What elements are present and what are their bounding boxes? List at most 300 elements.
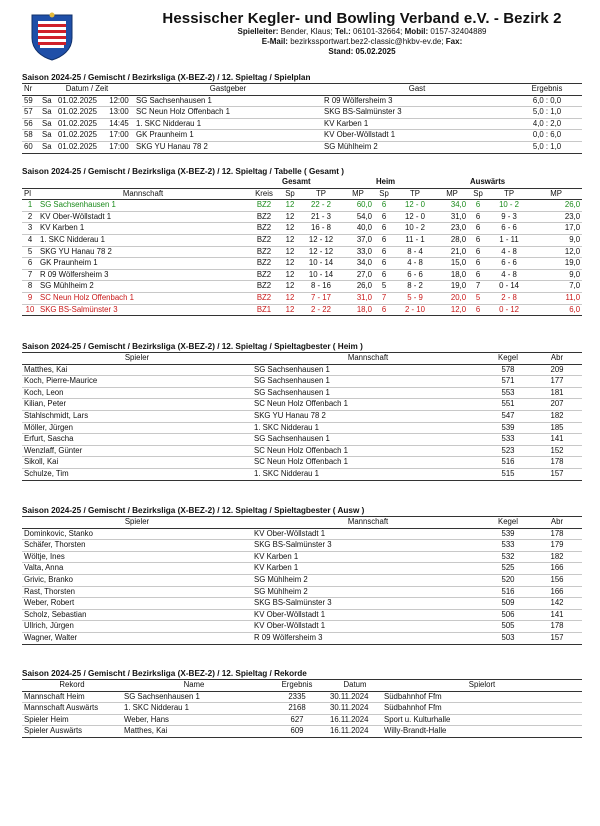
cell-datum: 01.02.2025 bbox=[56, 95, 104, 107]
cell-kreis: BZ2 bbox=[248, 234, 280, 246]
tel-label: Tel.: bbox=[334, 27, 351, 36]
tel-value: 06101-32664; bbox=[353, 27, 403, 36]
spielleiter-name: Bender, Klaus; bbox=[280, 27, 333, 36]
cell-ausw-sp: 6 bbox=[468, 200, 488, 212]
spielplan-rows bbox=[22, 95, 582, 153]
cell-mannschaft: SC Neun Holz Offenbach 1 bbox=[252, 399, 484, 411]
col-header-kegel: Kegel bbox=[484, 353, 532, 365]
cell-tp: 12 - 12 bbox=[300, 246, 342, 258]
cell-abr: 207 bbox=[532, 399, 582, 411]
cell-mp: 60,0 bbox=[342, 200, 374, 212]
cell-abr: 141 bbox=[532, 609, 582, 621]
cell-spieler: Dominkovic, Stanko bbox=[22, 528, 252, 540]
cell-ausw-sp: 6 bbox=[468, 304, 488, 316]
cell-tag: Sa bbox=[40, 95, 56, 107]
col-header-spieler: Spieler bbox=[22, 353, 252, 365]
cell-tag: Sa bbox=[40, 107, 56, 119]
cell-mannschaft: KV Ober-Wöllstadt 1 bbox=[252, 621, 484, 633]
cell-spieler: Erfurt, Sascha bbox=[22, 434, 252, 446]
cell-mannschaft: SG Sachsenhausen 1 bbox=[252, 364, 484, 376]
cell-kegel: 551 bbox=[484, 399, 532, 411]
cell-mp: 34,0 bbox=[342, 258, 374, 270]
cell-ausw-sp: 7 bbox=[468, 281, 488, 293]
cell-gast: KV Ober-Wöllstadt 1 bbox=[322, 130, 512, 142]
cell-spieler: Wenzlaff, Günter bbox=[22, 445, 252, 457]
cell-ausw-mp: 7,0 bbox=[530, 281, 582, 293]
cell-gast: SKG BS-Salmünster 3 bbox=[322, 107, 512, 119]
cell-datum: 30.11.2024 bbox=[328, 703, 382, 715]
cell-nr: 60 bbox=[22, 141, 40, 153]
cell-kegel: 532 bbox=[484, 551, 532, 563]
cell-abr: 166 bbox=[532, 563, 582, 575]
cell-heim-tp: 4 - 8 bbox=[394, 258, 436, 270]
cell-ausw-sp: 6 bbox=[468, 246, 488, 258]
cell-heim-sp: 6 bbox=[374, 246, 394, 258]
cell-kreis: BZ2 bbox=[248, 223, 280, 235]
table-row bbox=[22, 434, 582, 446]
group-header-auswaerts: Auswärts bbox=[470, 177, 506, 186]
cell-mannschaft: R 09 Wölfersheim 3 bbox=[252, 632, 484, 644]
heim-rows bbox=[22, 364, 582, 480]
header-text bbox=[142, 10, 582, 57]
cell-kegel: 525 bbox=[484, 563, 532, 575]
cell-ausw-sp: 6 bbox=[468, 223, 488, 235]
cell-kegel: 515 bbox=[484, 468, 532, 480]
table-row bbox=[22, 586, 582, 598]
cell-kreis: BZ2 bbox=[248, 246, 280, 258]
cell-abr: 179 bbox=[532, 540, 582, 552]
table-row bbox=[22, 691, 582, 703]
cell-mannschaft: SKG BS-Salmünster 3 bbox=[38, 304, 248, 316]
cell-mp: 40,0 bbox=[342, 223, 374, 235]
cell-ausw-tp: 6 - 6 bbox=[488, 258, 530, 270]
col-header-abr: Abr bbox=[532, 517, 582, 529]
cell-pl: 5 bbox=[22, 246, 38, 258]
cell-kegel: 539 bbox=[484, 422, 532, 434]
col-header-abr: Abr bbox=[532, 353, 582, 365]
cell-heim-sp: 6 bbox=[374, 223, 394, 235]
cell-kegel: 509 bbox=[484, 598, 532, 610]
cell-ergebnis: 2335 bbox=[266, 691, 328, 703]
cell-kegel: 516 bbox=[484, 586, 532, 598]
cell-datum: 16.11.2024 bbox=[328, 714, 382, 726]
cell-kegel: 506 bbox=[484, 609, 532, 621]
group-header-gesamt: Gesamt bbox=[282, 177, 311, 186]
cell-spieler: Schulze, Tim bbox=[22, 468, 252, 480]
cell-sp: 12 bbox=[280, 234, 300, 246]
cell-pl: 7 bbox=[22, 269, 38, 281]
cell-spieler: Kilian, Peter bbox=[22, 399, 252, 411]
cell-kegel: 505 bbox=[484, 621, 532, 633]
cell-mannschaft: SKG BS-Salmünster 3 bbox=[252, 540, 484, 552]
cell-heim-sp: 6 bbox=[374, 269, 394, 281]
cell-tp: 8 - 16 bbox=[300, 281, 342, 293]
cell-datum: 30.11.2024 bbox=[328, 691, 382, 703]
cell-abr: 141 bbox=[532, 434, 582, 446]
cell-spieler: Koch, Leon bbox=[22, 387, 252, 399]
cell-tp: 12 - 12 bbox=[300, 234, 342, 246]
mobil-label: Mobil: bbox=[404, 27, 429, 36]
cell-heim-tp: 8 - 2 bbox=[394, 281, 436, 293]
cell-mp: 27,0 bbox=[342, 269, 374, 281]
table-row bbox=[22, 281, 582, 293]
cell-ergebnis: 2168 bbox=[266, 703, 328, 715]
col-header-gastgeber: Gastgeber bbox=[134, 84, 322, 96]
col-header-pl: Pl bbox=[22, 188, 38, 200]
cell-sp: 12 bbox=[280, 223, 300, 235]
cell-heim-tp: 2 - 10 bbox=[394, 304, 436, 316]
group-header-heim: Heim bbox=[376, 177, 396, 186]
cell-sp: 12 bbox=[280, 211, 300, 223]
contact-line bbox=[142, 27, 582, 37]
cell-abr: 209 bbox=[532, 364, 582, 376]
col-header-ausw-tp: TP bbox=[488, 188, 530, 200]
cell-spieler: Matthes, Kai bbox=[22, 364, 252, 376]
stand-label: Stand: bbox=[328, 47, 354, 56]
cell-datum: 16.11.2024 bbox=[328, 726, 382, 738]
cell-abr: 185 bbox=[532, 422, 582, 434]
table-row bbox=[22, 118, 582, 130]
table-row bbox=[22, 364, 582, 376]
cell-gastgeber: SG Sachsenhausen 1 bbox=[134, 95, 322, 107]
cell-abr: 156 bbox=[532, 574, 582, 586]
document-header bbox=[22, 8, 582, 68]
table-row bbox=[22, 246, 582, 258]
cell-heim-sp: 6 bbox=[374, 258, 394, 270]
col-header-heim-mp: MP bbox=[436, 188, 468, 200]
cell-ausw-sp: 6 bbox=[468, 211, 488, 223]
cell-gastgeber: GK Praunheim 1 bbox=[134, 130, 322, 142]
cell-ergebnis: 609 bbox=[266, 726, 328, 738]
cell-kegel: 520 bbox=[484, 574, 532, 586]
cell-mannschaft: GK Praunheim 1 bbox=[38, 258, 248, 270]
cell-mannschaft: KV Karben 1 bbox=[252, 563, 484, 575]
table-row bbox=[22, 141, 582, 153]
cell-kegel: 533 bbox=[484, 434, 532, 446]
table-row bbox=[22, 399, 582, 411]
ausw-rows bbox=[22, 528, 582, 644]
cell-ausw-tp: 10 - 2 bbox=[488, 200, 530, 212]
table-row bbox=[22, 457, 582, 469]
email-label: E-Mail: bbox=[261, 37, 288, 46]
cell-tp: 10 - 14 bbox=[300, 269, 342, 281]
cell-ausw-tp: 4 - 8 bbox=[488, 269, 530, 281]
cell-gast: R 09 Wölfersheim 3 bbox=[322, 95, 512, 107]
rekorde-rows bbox=[22, 691, 582, 737]
mobil-value: 0157-32404889 bbox=[430, 27, 487, 36]
cell-heim-mp: 34,0 bbox=[436, 200, 468, 212]
cell-tp: 21 - 3 bbox=[300, 211, 342, 223]
col-header-spielort: Spielort bbox=[382, 680, 582, 692]
col-header-mannschaft: Mannschaft bbox=[252, 517, 484, 529]
cell-rekord: Mannschaft Auswärts bbox=[22, 703, 122, 715]
spielplan-section bbox=[22, 72, 582, 154]
cell-mannschaft: KV Ober-Wöllstadt 1 bbox=[252, 609, 484, 621]
col-header-kegel: Kegel bbox=[484, 517, 532, 529]
cell-ausw-mp: 6,0 bbox=[530, 304, 582, 316]
cell-ausw-mp: 26,0 bbox=[530, 200, 582, 212]
cell-zeit: 13:00 bbox=[104, 107, 134, 119]
cell-abr: 182 bbox=[532, 551, 582, 563]
cell-mannschaft: SG Mühlheim 2 bbox=[252, 574, 484, 586]
table-row bbox=[22, 107, 582, 119]
table-row bbox=[22, 223, 582, 235]
cell-mp: 26,0 bbox=[342, 281, 374, 293]
cell-datum: 01.02.2025 bbox=[56, 107, 104, 119]
cell-rekord: Mannschaft Heim bbox=[22, 691, 122, 703]
cell-ausw-mp: 9,0 bbox=[530, 234, 582, 246]
cell-mp: 31,0 bbox=[342, 292, 374, 304]
ausw-section bbox=[22, 505, 582, 645]
cell-kegel: 547 bbox=[484, 410, 532, 422]
heim-title: Saison 2024-25 / Gemischt / Bezirksliga (X-BEZ-2) / 12. Spieltag / Spieltagbester ( Heim ) bbox=[22, 342, 363, 351]
cell-rekord: Spieler Auswärts bbox=[22, 726, 122, 738]
ausw-table bbox=[22, 516, 582, 645]
cell-spieler: Sikoll, Kai bbox=[22, 457, 252, 469]
hesse-coat-of-arms-icon bbox=[28, 12, 76, 62]
cell-ausw-tp: 6 - 6 bbox=[488, 223, 530, 235]
cell-ausw-sp: 6 bbox=[468, 234, 488, 246]
cell-pl: 10 bbox=[22, 304, 38, 316]
cell-pl: 2 bbox=[22, 211, 38, 223]
cell-spielort: Südbahnhof Ffm bbox=[382, 703, 582, 715]
cell-kreis: BZ2 bbox=[248, 281, 280, 293]
table-row bbox=[22, 258, 582, 270]
spielleiter-label: Spielleiter: bbox=[237, 27, 279, 36]
cell-kreis: BZ2 bbox=[248, 269, 280, 281]
cell-ergebnis: 0,0 : 6,0 bbox=[512, 130, 582, 142]
cell-rekord: Spieler Heim bbox=[22, 714, 122, 726]
cell-mannschaft: SC Neun Holz Offenbach 1 bbox=[38, 292, 248, 304]
cell-nr: 56 bbox=[22, 118, 40, 130]
cell-abr: 166 bbox=[532, 586, 582, 598]
cell-mannschaft: R 09 Wölfersheim 3 bbox=[38, 269, 248, 281]
cell-mannschaft: SKG BS-Salmünster 3 bbox=[252, 598, 484, 610]
cell-spieler: Grivic, Branko bbox=[22, 574, 252, 586]
cell-kegel: 533 bbox=[484, 540, 532, 552]
cell-mannschaft: 1. SKC Nidderau 1 bbox=[252, 422, 484, 434]
col-header-nr: Nr bbox=[22, 84, 40, 96]
table-row bbox=[22, 621, 582, 633]
cell-ausw-mp: 23,0 bbox=[530, 211, 582, 223]
cell-name: SG Sachsenhausen 1 bbox=[122, 691, 266, 703]
cell-abr: 178 bbox=[532, 457, 582, 469]
cell-name: Weber, Hans bbox=[122, 714, 266, 726]
col-header-spieler: Spieler bbox=[22, 517, 252, 529]
cell-pl: 4 bbox=[22, 234, 38, 246]
cell-tp: 7 - 17 bbox=[300, 292, 342, 304]
cell-spieler: Ullrich, Jürgen bbox=[22, 621, 252, 633]
table-row bbox=[22, 551, 582, 563]
col-header-ergebnis: Ergebnis bbox=[512, 84, 582, 96]
table-row bbox=[22, 130, 582, 142]
cell-heim-tp: 12 - 0 bbox=[394, 211, 436, 223]
cell-ausw-mp: 11,0 bbox=[530, 292, 582, 304]
cell-ausw-tp: 2 - 8 bbox=[488, 292, 530, 304]
cell-abr: 182 bbox=[532, 410, 582, 422]
cell-ergebnis: 4,0 : 2,0 bbox=[512, 118, 582, 130]
cell-mannschaft: 1. SKC Nidderau 1 bbox=[38, 234, 248, 246]
cell-kegel: 523 bbox=[484, 445, 532, 457]
cell-ergebnis: 6,0 : 0,0 bbox=[512, 95, 582, 107]
cell-mannschaft: SKG YU Hanau 78 2 bbox=[252, 410, 484, 422]
cell-pl: 1 bbox=[22, 200, 38, 212]
table-row bbox=[22, 574, 582, 586]
cell-ausw-mp: 19,0 bbox=[530, 258, 582, 270]
tabelle-rows bbox=[22, 200, 582, 316]
cell-sp: 12 bbox=[280, 281, 300, 293]
cell-tag: Sa bbox=[40, 118, 56, 130]
col-header-ausw-mp: MP bbox=[530, 188, 582, 200]
table-row bbox=[22, 528, 582, 540]
cell-gast: SG Mühlheim 2 bbox=[322, 141, 512, 153]
cell-ergebnis: 5,0 : 1,0 bbox=[512, 141, 582, 153]
cell-heim-tp: 5 - 9 bbox=[394, 292, 436, 304]
cell-heim-tp: 10 - 2 bbox=[394, 223, 436, 235]
cell-gast: KV Karben 1 bbox=[322, 118, 512, 130]
cell-spieler: Scholz, Sebastian bbox=[22, 609, 252, 621]
cell-abr: 181 bbox=[532, 387, 582, 399]
cell-name: Matthes, Kai bbox=[122, 726, 266, 738]
rekorde-table bbox=[22, 679, 582, 738]
cell-spielort: Willy-Brandt-Halle bbox=[382, 726, 582, 738]
table-row bbox=[22, 714, 582, 726]
cell-spielort: Sport u. Kulturhalle bbox=[382, 714, 582, 726]
table-row bbox=[22, 211, 582, 223]
cell-heim-mp: 31,0 bbox=[436, 211, 468, 223]
cell-zeit: 12:00 bbox=[104, 95, 134, 107]
cell-sp: 12 bbox=[280, 246, 300, 258]
cell-mannschaft: KV Ober-Wöllstadt 1 bbox=[38, 211, 248, 223]
tabelle-title: Saison 2024-25 / Gemischt / Bezirksliga (X-BEZ-2) / 12. Spieltag / Tabelle ( Gesamt ) bbox=[22, 167, 344, 176]
cell-heim-mp: 28,0 bbox=[436, 234, 468, 246]
cell-kreis: BZ2 bbox=[248, 211, 280, 223]
cell-mp: 37,0 bbox=[342, 234, 374, 246]
table-row bbox=[22, 468, 582, 480]
cell-heim-tp: 8 - 4 bbox=[394, 246, 436, 258]
col-header-tp: TP bbox=[300, 188, 342, 200]
cell-zeit: 17:00 bbox=[104, 130, 134, 142]
cell-abr: 178 bbox=[532, 621, 582, 633]
cell-mannschaft: SG Mühlheim 2 bbox=[252, 586, 484, 598]
col-header-gast: Gast bbox=[322, 84, 512, 96]
email-value[interactable]: bezirkssportwart.bez2-classic@hkbv-ev.de; bbox=[290, 37, 444, 46]
table-row bbox=[22, 540, 582, 552]
cell-pl: 9 bbox=[22, 292, 38, 304]
cell-heim-mp: 23,0 bbox=[436, 223, 468, 235]
cell-spieler: Weber, Robert bbox=[22, 598, 252, 610]
cell-heim-mp: 20,0 bbox=[436, 292, 468, 304]
cell-tp: 22 - 2 bbox=[300, 200, 342, 212]
cell-kegel: 503 bbox=[484, 632, 532, 644]
table-row bbox=[22, 563, 582, 575]
cell-mannschaft: KV Ober-Wöllstadt 1 bbox=[252, 528, 484, 540]
cell-heim-mp: 21,0 bbox=[436, 246, 468, 258]
cell-spielort: Südbahnhof Ffm bbox=[382, 691, 582, 703]
cell-spieler: Schäfer, Thorsten bbox=[22, 540, 252, 552]
table-row bbox=[22, 410, 582, 422]
cell-kreis: BZ1 bbox=[248, 304, 280, 316]
table-row bbox=[22, 632, 582, 644]
col-header-sp: Sp bbox=[280, 188, 300, 200]
cell-heim-mp: 15,0 bbox=[436, 258, 468, 270]
email-line bbox=[142, 37, 582, 47]
cell-abr: 177 bbox=[532, 376, 582, 388]
cell-ausw-mp: 9,0 bbox=[530, 269, 582, 281]
col-header-mannschaft: Mannschaft bbox=[252, 353, 484, 365]
ausw-title: Saison 2024-25 / Gemischt / Bezirksliga (X-BEZ-2) / 12. Spieltag / Spieltagbester ( Ausw ) bbox=[22, 506, 365, 515]
cell-kegel: 539 bbox=[484, 528, 532, 540]
cell-zeit: 17:00 bbox=[104, 141, 134, 153]
cell-mannschaft: SG Sachsenhausen 1 bbox=[38, 200, 248, 212]
cell-datum: 01.02.2025 bbox=[56, 118, 104, 130]
cell-name: 1. SKC Nidderau 1 bbox=[122, 703, 266, 715]
cell-mannschaft: SG Sachsenhausen 1 bbox=[252, 376, 484, 388]
cell-heim-sp: 7 bbox=[374, 292, 394, 304]
heim-table bbox=[22, 352, 582, 481]
cell-kegel: 516 bbox=[484, 457, 532, 469]
cell-tag: Sa bbox=[40, 141, 56, 153]
heim-section bbox=[22, 341, 582, 481]
col-header-rekord: Rekord bbox=[22, 680, 122, 692]
cell-pl: 8 bbox=[22, 281, 38, 293]
col-header-mp: MP bbox=[342, 188, 374, 200]
cell-mannschaft: KV Karben 1 bbox=[38, 223, 248, 235]
cell-mannschaft: SC Neun Holz Offenbach 1 bbox=[252, 445, 484, 457]
cell-heim-sp: 5 bbox=[374, 281, 394, 293]
table-row bbox=[22, 234, 582, 246]
cell-abr: 157 bbox=[532, 468, 582, 480]
cell-pl: 3 bbox=[22, 223, 38, 235]
cell-datum: 01.02.2025 bbox=[56, 141, 104, 153]
col-header-datum: Datum bbox=[328, 680, 382, 692]
cell-sp: 12 bbox=[280, 269, 300, 281]
col-header-mannschaft: Mannschaft bbox=[38, 188, 248, 200]
stand-date: 05.02.2025 bbox=[355, 47, 396, 56]
cell-ausw-tp: 0 - 14 bbox=[488, 281, 530, 293]
document-title: Hessischer Kegler- und Bowling Verband e.V. - Bezirk 2 bbox=[162, 10, 562, 27]
table-row bbox=[22, 703, 582, 715]
cell-nr: 58 bbox=[22, 130, 40, 142]
cell-tp: 16 - 8 bbox=[300, 223, 342, 235]
tabelle-section bbox=[22, 166, 582, 316]
cell-heim-mp: 12,0 bbox=[436, 304, 468, 316]
cell-ausw-tp: 1 - 11 bbox=[488, 234, 530, 246]
cell-spieler: Wöltje, Ines bbox=[22, 551, 252, 563]
cell-ergebnis: 627 bbox=[266, 714, 328, 726]
col-header-heim-tp: TP bbox=[394, 188, 436, 200]
table-row bbox=[22, 95, 582, 107]
cell-mannschaft: SG Mühlheim 2 bbox=[38, 281, 248, 293]
cell-mannschaft: KV Karben 1 bbox=[252, 551, 484, 563]
rekorde-title: Saison 2024-25 / Gemischt / Bezirksliga (X-BEZ-2) / 12. Spieltag / Rekorde bbox=[22, 669, 307, 678]
cell-nr: 59 bbox=[22, 95, 40, 107]
cell-ausw-tp: 4 - 8 bbox=[488, 246, 530, 258]
table-row bbox=[22, 609, 582, 621]
cell-kegel: 553 bbox=[484, 387, 532, 399]
table-row bbox=[22, 726, 582, 738]
cell-abr: 152 bbox=[532, 445, 582, 457]
cell-ausw-sp: 5 bbox=[468, 292, 488, 304]
cell-sp: 12 bbox=[280, 200, 300, 212]
cell-mp: 33,0 bbox=[342, 246, 374, 258]
cell-datum: 01.02.2025 bbox=[56, 130, 104, 142]
col-header-ergebnis: Ergebnis bbox=[266, 680, 328, 692]
col-header-datum: Datum / Zeit bbox=[40, 84, 134, 96]
cell-heim-tp: 11 - 1 bbox=[394, 234, 436, 246]
cell-ausw-mp: 12,0 bbox=[530, 246, 582, 258]
cell-gastgeber: SC Neun Holz Offenbach 1 bbox=[134, 107, 322, 119]
